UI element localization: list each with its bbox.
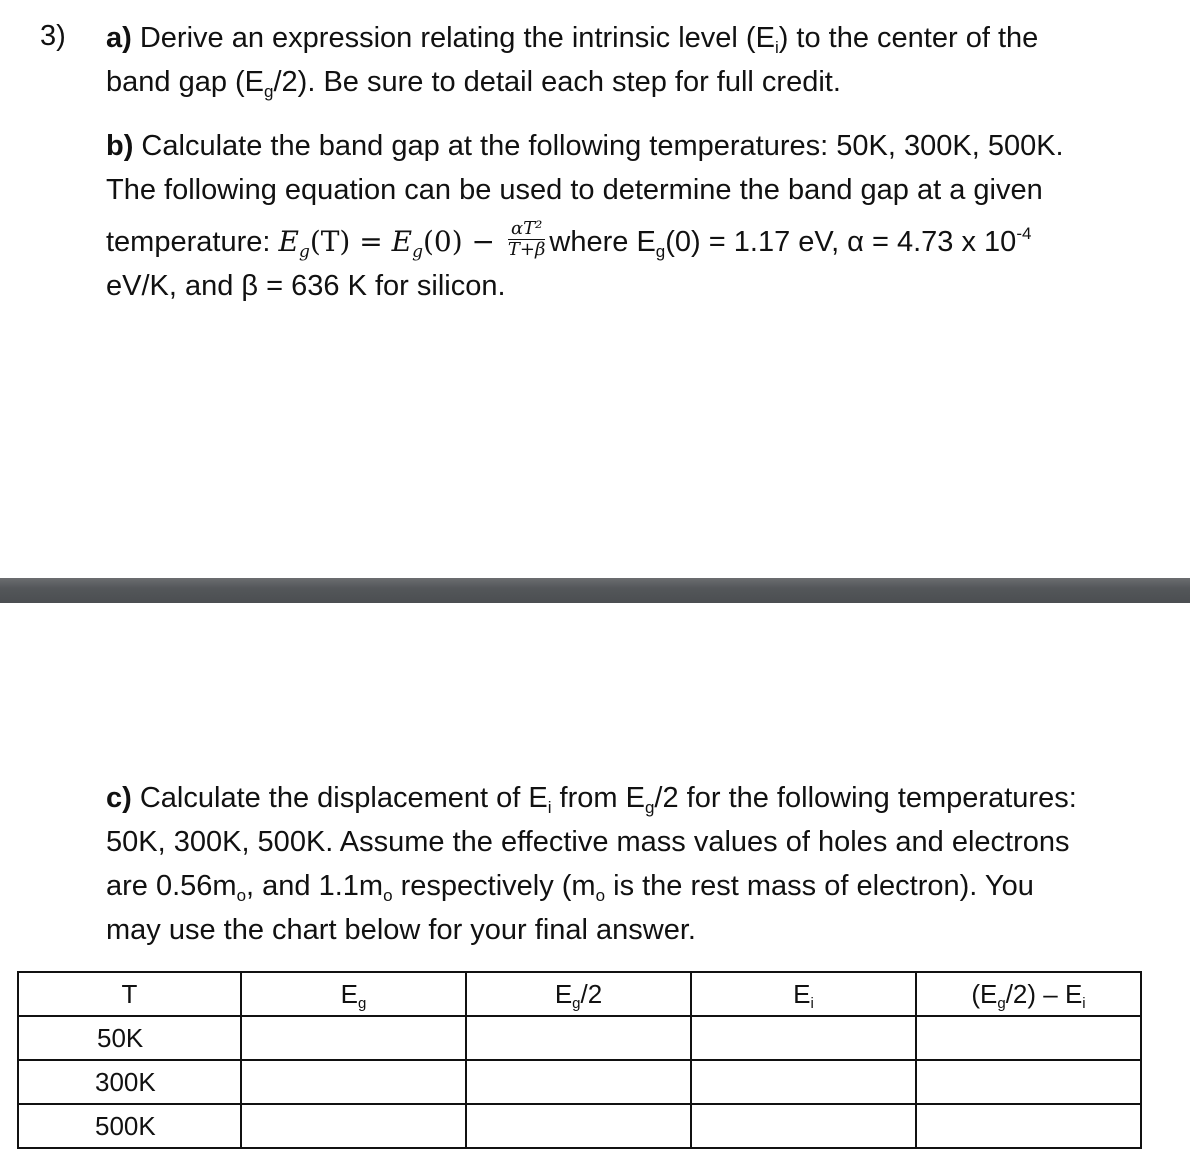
answer-table <box>17 971 1142 1149</box>
answer-cell[interactable] <box>241 1060 466 1104</box>
row-temperature: 50K <box>18 1016 241 1060</box>
answer-cell[interactable] <box>691 1060 916 1104</box>
part-b <box>106 124 1064 308</box>
part-b-line-2: The following equation can be used to determine the band gap at a given <box>106 174 1043 206</box>
fraction-denominator: T+β <box>507 238 546 260</box>
part-c-line-2: 50K, 300K, 500K. Assume the effective mass values of holes and electrons <box>106 826 1070 858</box>
answer-cell[interactable] <box>241 1016 466 1060</box>
part-c-line-3: are $0.56m_o$, and $1.1m_o$ respectively ($m_o$ is the rest mass of electron). You <box>106 870 1034 905</box>
header-eg: $E_g$ <box>241 972 466 1016</box>
answer-cell[interactable] <box>241 1104 466 1148</box>
header-t: T <box>18 972 241 1016</box>
part-c-line-1: c) Calculate the displacement of $E_i$ from $E_g/2$ for the following temperatures: <box>106 782 1077 817</box>
table-row <box>18 1016 1141 1060</box>
part-a-label: a) <box>106 22 132 54</box>
answer-cell[interactable] <box>466 1016 691 1060</box>
part-a-line-1: a) Derive an expression relating the intrinsic level $(E_i)$ to the center of the <box>106 22 1039 57</box>
part-b-label: b) <box>106 130 134 162</box>
table-row <box>18 1104 1141 1148</box>
table-header-row <box>18 972 1141 1016</box>
part-b-equation-line: temperature: $E_g(T) = E_g(0)$ − $\frac{\text{αT²}}{T+\beta}$ where $E_g(0) = 1.17$ eV, α = 4.73 x $10^{-4}$ <box>106 217 1032 262</box>
answer-cell[interactable] <box>691 1016 916 1060</box>
answer-cell[interactable] <box>916 1104 1141 1148</box>
row-temperature: 300K <box>18 1060 241 1104</box>
equation-fraction <box>508 219 546 260</box>
fraction-numerator: αT² <box>508 219 546 240</box>
part-a <box>106 16 1038 104</box>
answer-cell[interactable] <box>916 1016 1141 1060</box>
part-c-line-4: may use the chart below for your final answer. <box>106 914 696 946</box>
part-c <box>106 776 1077 952</box>
section-divider <box>0 578 1190 603</box>
header-ei: $E_i$ <box>691 972 916 1016</box>
table-row <box>18 1060 1141 1104</box>
header-displacement: $(E_g/2) - E_i$ <box>916 972 1141 1016</box>
answer-cell[interactable] <box>691 1104 916 1148</box>
answer-cell[interactable] <box>466 1104 691 1148</box>
answer-cell[interactable] <box>916 1060 1141 1104</box>
part-b-line-4: eV/K, and β = 636 K for silicon. <box>106 270 506 302</box>
header-eg-half: $E_g/2$ <box>466 972 691 1016</box>
part-b-line-1: b) Calculate the band gap at the following temperatures: 50K, 300K, 500K. <box>106 130 1064 162</box>
part-c-label: c) <box>106 782 132 814</box>
row-temperature: 500K <box>18 1104 241 1148</box>
part-a-line-2: band gap $(E_g/2)$. Be sure to detail each step for full credit. <box>106 66 841 101</box>
answer-cell[interactable] <box>466 1060 691 1104</box>
problem-number: 3) <box>40 20 66 52</box>
band-gap-equation: $E_g(T) = E_g(0)$ − <box>278 225 504 262</box>
